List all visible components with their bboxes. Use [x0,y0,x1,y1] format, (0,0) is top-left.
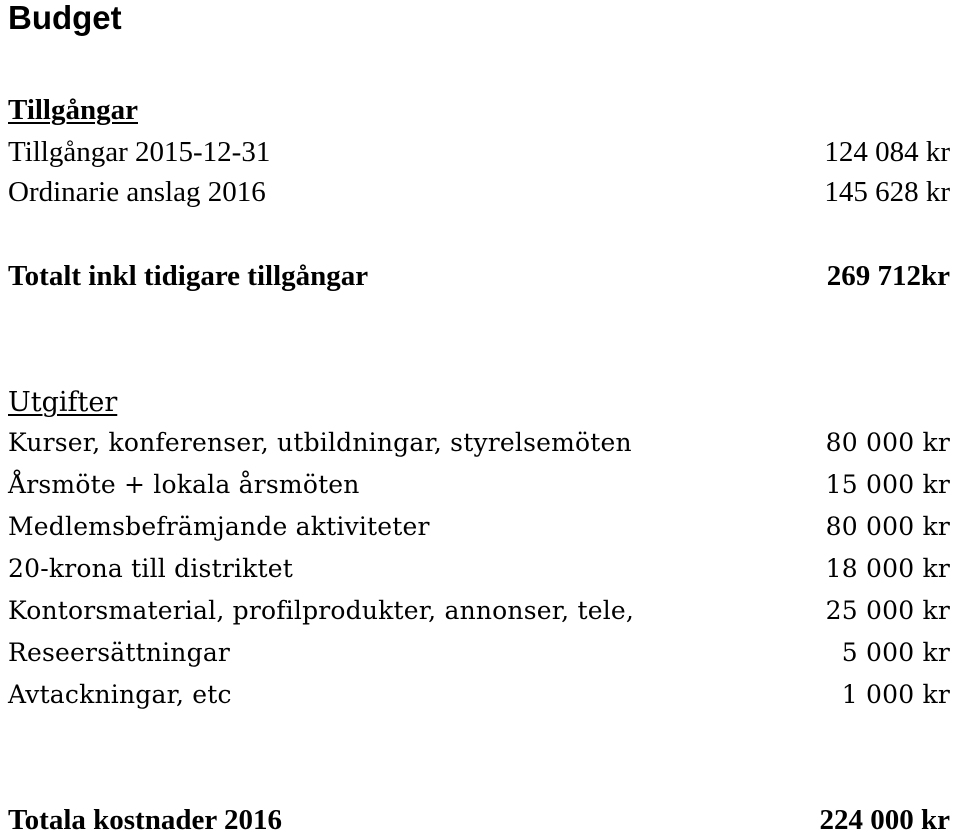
expense-row-amount: 1 000 kr [841,680,950,709]
expense-row [8,509,952,545]
assets-heading: Tillgångar [8,94,138,126]
expenses-total-label: Totala kostnader 2016 [8,804,282,836]
expense-row-amount: 5 000 kr [841,638,950,667]
expense-row-label: Reseersättningar [8,638,231,667]
expense-row-amount: 25 000 kr [825,596,950,625]
assets-row-amount: 124 084 kr [824,136,950,168]
assets-row [8,174,952,210]
assets-total-amount: 269 712kr [826,260,950,292]
assets-row [8,134,952,170]
expense-row-label: Kontorsmaterial, profilprodukter, annonser, tele, [8,596,635,625]
expense-row-amount: 18 000 kr [825,554,950,583]
assets-row-amount: 145 628 kr [824,176,950,208]
expense-row [8,677,952,713]
assets-total-label: Totalt inkl tidigare tillgångar [8,260,369,292]
expense-row-label: Kurser, konferenser, utbildningar, styrelsemöten [8,428,632,457]
expense-row-label: Avtackningar, etc [8,680,232,709]
expense-row-label: 20-krona till distriktet [8,554,294,583]
expense-row-label: Årsmöte + lokala årsmöten [8,470,360,499]
expense-row-amount: 15 000 kr [825,470,950,499]
expense-row [8,551,952,587]
expense-row [8,425,952,461]
expenses-total-row [8,802,952,838]
assets-row-label: Tillgångar 2015-12-31 [8,136,271,168]
expense-row-amount: 80 000 kr [825,512,950,541]
expense-row-amount: 80 000 kr [825,428,950,457]
expense-row [8,467,952,503]
expenses-heading: Utgifter [8,387,118,418]
assets-total-row [8,258,952,294]
expense-row [8,593,952,629]
assets-row-label: Ordinarie anslag 2016 [8,176,266,208]
expense-row [8,635,952,671]
page-title: Budget [8,0,122,36]
expenses-total-amount: 224 000 kr [819,804,950,836]
expense-row-label: Medlemsbefrämjande aktiviteter [8,512,430,541]
